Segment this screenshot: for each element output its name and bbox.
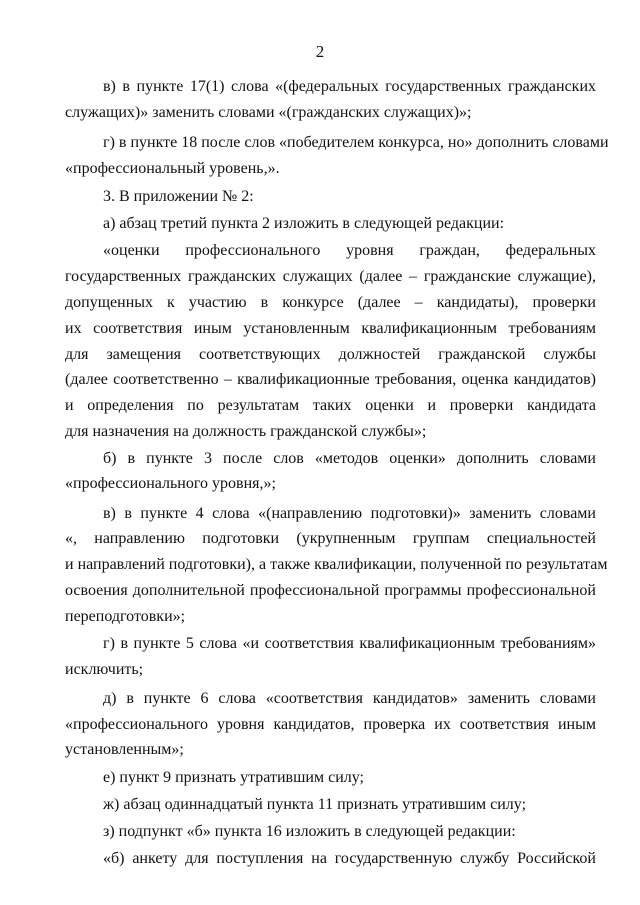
section-heading: 3. В приложении № 2: bbox=[103, 188, 254, 205]
text-line: в) в пункте 17(1) слова «(федеральных государственных гражданских bbox=[103, 78, 596, 95]
text-line: «оценки профессионального уровня граждан, федеральных bbox=[103, 242, 596, 259]
text-line: ж) абзац одиннадцатый пункта 11 признать утратившим силу; bbox=[103, 796, 527, 813]
text-line: переподготовки»; bbox=[65, 608, 186, 625]
text-line: е) пункт 9 признать утратившим силу; bbox=[103, 769, 364, 786]
text-line: исключить; bbox=[65, 661, 144, 678]
text-line: г) в пункте 5 слова «и соответствия квалификационным требованиям» bbox=[103, 635, 596, 652]
text-line: государственных гражданских служащих (далее – гражданские служащие), bbox=[65, 268, 596, 285]
text-line: для назначения на должность гражданской службы»; bbox=[65, 423, 427, 440]
text-line: установленным»; bbox=[65, 741, 184, 758]
text-line: «, направлению подготовки (укрупненным группам специальностей bbox=[65, 530, 596, 547]
text-line: допущенных к участию в конкурсе (далее – кандидаты), проверки bbox=[65, 294, 596, 311]
text-line: для замещения соответствующих должностей гражданской службы bbox=[65, 346, 596, 363]
text-line: д) в пункте 6 слова «соответствия кандидатов» заменить словами bbox=[103, 690, 596, 707]
text-line: и направлений подготовки), а также квалификации, полученной по результатам bbox=[65, 556, 608, 573]
text-line: з) подпункт «б» пункта 16 изложить в следующей редакции: bbox=[103, 823, 516, 840]
text-line: их соответствия иным установленным квалификационным требованиям bbox=[65, 320, 596, 337]
text-line: и определения по результатам таких оценки и проверки кандидата bbox=[65, 397, 596, 414]
text-line: б) в пункте 3 после слов «методов оценки» дополнить словами bbox=[103, 450, 596, 467]
text-line: «профессионального уровня,»; bbox=[65, 475, 276, 492]
text-line: «б) анкету для поступления на государственную службу Российской bbox=[103, 850, 596, 867]
text-line: «профессиональный уровень,». bbox=[65, 160, 280, 177]
text-line: а) абзац третий пункта 2 изложить в следующей редакции: bbox=[103, 215, 505, 232]
text-line: служащих)» заменить словами «(гражданских служащих)»; bbox=[65, 104, 472, 121]
text-line: в) в пункте 4 слова «(направлению подготовки)» заменить словами bbox=[103, 505, 596, 522]
text-line: «профессионального уровня кандидатов, проверка их соответствия иным bbox=[65, 716, 596, 733]
text-line: освоения дополнительной профессиональной программы профессиональной bbox=[65, 582, 596, 599]
text-line: (далее соответственно – квалификационные требования, оценка кандидатов) bbox=[65, 371, 596, 388]
text-line: г) в пункте 18 после слов «победителем конкурса, но» дополнить словами bbox=[103, 134, 609, 151]
page-number: 2 bbox=[315, 42, 325, 61]
